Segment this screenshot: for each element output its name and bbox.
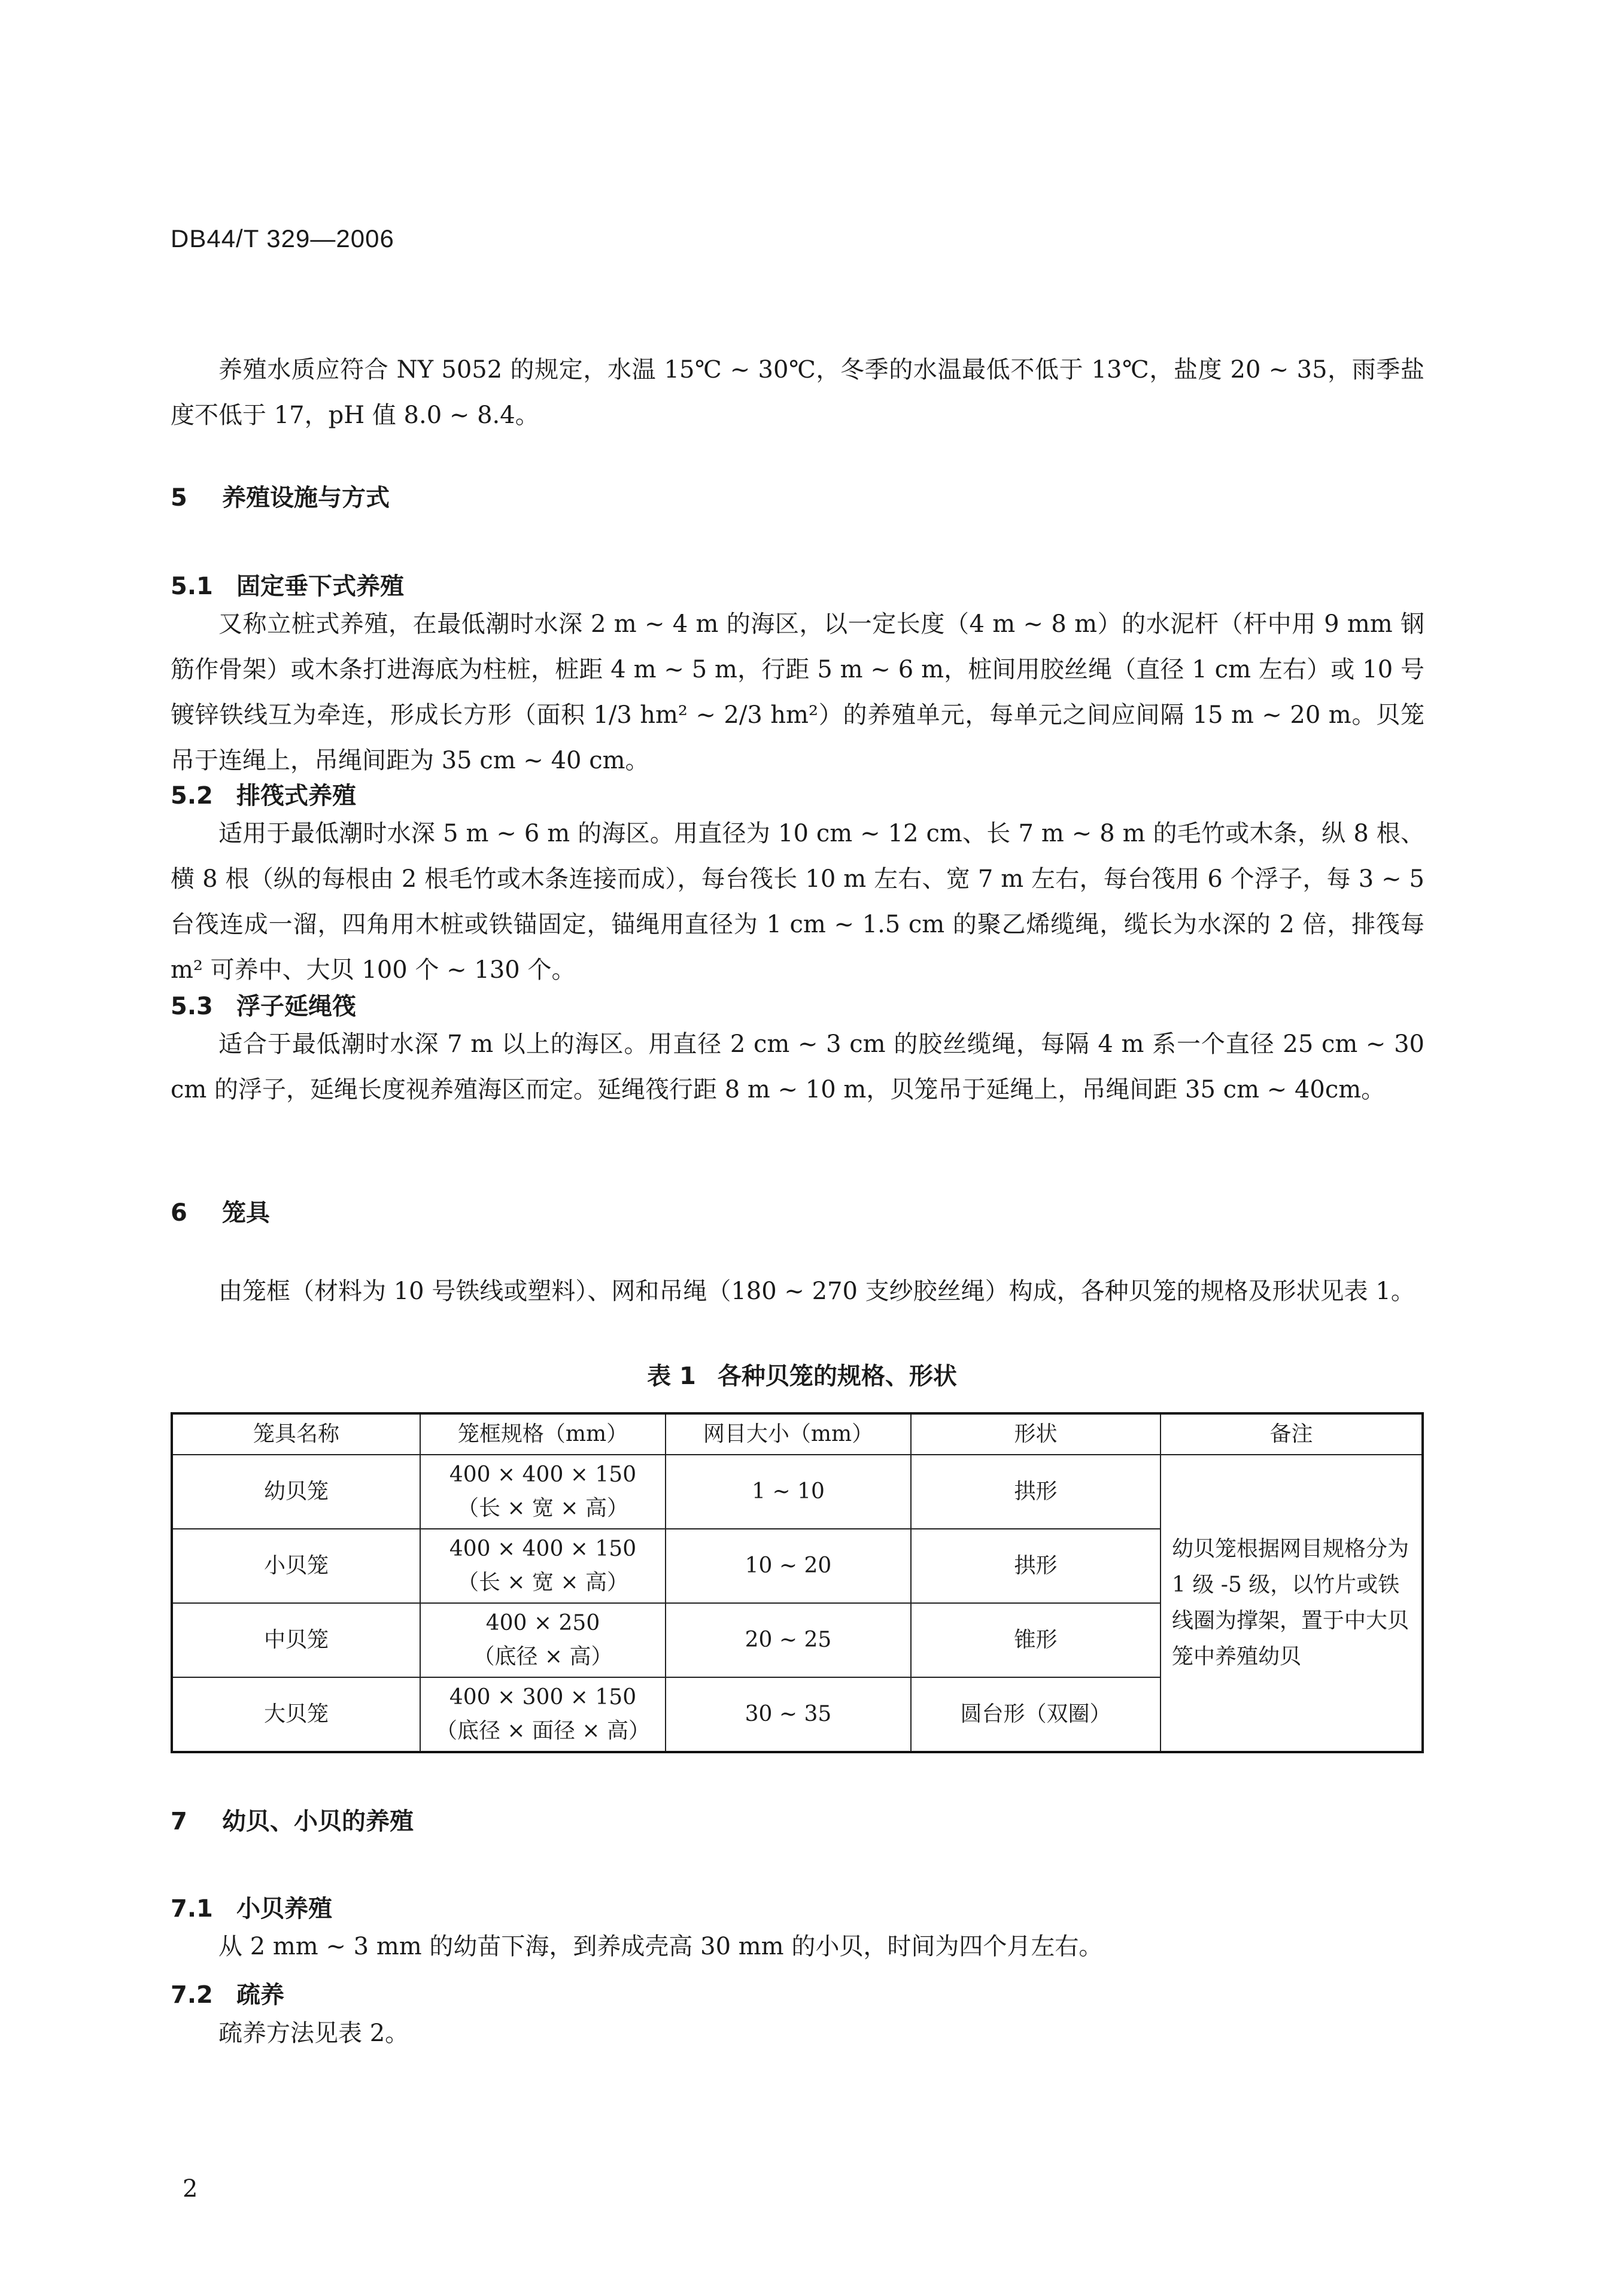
section-7-2-heading [171,1976,284,2010]
section-number: 7 [171,1808,187,1835]
section-number: 7.2 [171,1981,213,2009]
table-1-caption [0,1357,1604,1391]
section-6-text: 由笼框（材料为 10 号铁线或塑料）、网和吊绳（180 ~ 270 支纱胶丝绳）构成，各种贝笼的规格及形状见表 1。 [218,1278,1415,1305]
section-7-heading [171,1802,414,1836]
water-quality-paragraph: 养殖水质应符合 NY 5052 的规定，水温 15℃ ~ 30℃，冬季的水温最低不低于 13℃，盐度 20 ~ 35，雨季盐度不低于 17，pH 值 8.0 ~ 8.4。 [171,356,1424,429]
section-7-2-text: 疏养方法见表 2。 [218,2020,409,2047]
header-remarks: 备注 [1161,1413,1423,1455]
cell-shape: 拱形 [911,1455,1161,1529]
cell-cage-name: 中贝笼 [172,1603,420,1677]
spec-dimension-legend: （底径 × 高） [473,1644,613,1669]
spec-dimensions: 400 × 300 × 150 [449,1685,637,1710]
document-id-header: DB44/T 329—2006 [171,224,394,253]
section-title: 幼贝、小贝的养殖 [222,1808,414,1835]
spec-dimensions: 400 × 250 [485,1611,600,1635]
section-5-2-heading [171,777,356,811]
section-title: 养殖设施与方式 [222,484,390,512]
spec-dimension-legend: （底径 × 面径 × 高） [435,1719,651,1743]
section-5-1-text: 又称立桩式养殖，在最低潮时水深 2 m ~ 4 m 的海区，以一定长度（4 m ~ 8 m）的水泥杆（杆中用 9 mm 钢筋作骨架）或木条打进海底为柱桩，桩距 4 m ~ 5 m，行距 5 m ~ 6 m，桩间用胶丝绳（直径 1 cm 左右）或 10 号镀锌铁线互为牵连，形成长方形（面积 1/3 hm² ~ 2/3 hm²）的养殖单元，每单元之间应间隔 15 m ~ 20 m。贝笼吊于连绳上，吊绳间距为 35 cm ~ 40 cm。 [171,610,1424,774]
table-title: 各种贝笼的规格、形状 [717,1363,957,1390]
section-title: 笼具 [222,1199,270,1227]
cell-mesh-size: 10 ~ 20 [666,1529,911,1603]
cell-cage-name: 幼贝笼 [172,1455,420,1529]
section-title: 排筏式养殖 [236,782,356,810]
spec-dimensions: 400 × 400 × 150 [449,1537,637,1561]
spec-dimension-legend: （长 × 宽 × 高） [457,1496,629,1520]
header-cage-name: 笼具名称 [172,1413,420,1455]
cell-shape: 圆台形（双圈） [911,1677,1161,1752]
table-header-row [172,1413,1423,1455]
header-shape: 形状 [911,1413,1161,1455]
section-title: 小贝养殖 [236,1895,332,1923]
section-5-1-heading [171,567,404,601]
section-number: 6 [171,1199,187,1227]
section-number: 5 [171,484,187,512]
cell-frame-spec [420,1455,666,1529]
section-number: 5.2 [171,782,213,810]
section-title: 固定垂下式养殖 [236,573,404,600]
page-number: 2 [183,2175,198,2203]
section-number: 5.1 [171,573,213,600]
cell-frame-spec [420,1529,666,1603]
cell-mesh-size: 20 ~ 25 [666,1603,911,1677]
cell-cage-name: 小贝笼 [172,1529,420,1603]
section-number: 5.3 [171,993,213,1020]
section-5-heading [171,479,390,513]
cell-frame-spec [420,1603,666,1677]
section-7-1-text: 从 2 mm ~ 3 mm 的幼苗下海，到养成壳高 30 mm 的小贝，时间为四个月左右。 [218,1933,1103,1960]
section-title: 疏养 [236,1981,284,2009]
section-title: 浮子延绳筏 [236,993,356,1020]
cell-mesh-size: 1 ~ 10 [666,1455,911,1529]
section-7-1-heading [171,1890,332,1924]
table-number: 表 1 [647,1363,696,1390]
spec-dimension-legend: （长 × 宽 × 高） [457,1570,629,1595]
header-frame-spec: 笼框规格（mm） [420,1413,666,1455]
cell-shape: 拱形 [911,1529,1161,1603]
cell-remarks: 幼贝笼根据网目规格分为 1 级 -5 级，以竹片或铁线圈为撑架，置于中大贝笼中养殖幼贝 [1161,1455,1423,1752]
spec-dimensions: 400 × 400 × 150 [449,1462,637,1487]
section-5-3-heading [171,987,356,1021]
cell-mesh-size: 30 ~ 35 [666,1677,911,1752]
cell-frame-spec [420,1677,666,1752]
section-5-2-text: 适用于最低潮时水深 5 m ~ 6 m 的海区。用直径为 10 cm ~ 12 cm、长 7 m ~ 8 m 的毛竹或木条，纵 8 根、横 8 根（纵的每根由 2 根毛竹或木条连接而成），每台筏长 10 m 左右、宽 7 m 左右，每台筏用 6 个浮子，每 3 ~ 5 台筏连成一溜，四角用木桩或铁锚固定，锚绳用直径为 1 cm ~ 1.5 cm 的聚乙烯缆绳，缆长为水深的 2 倍，排筏每 m² 可养中、大贝 100 个 ~ 130 个。 [171,820,1424,984]
section-5-3-text: 适合于最低潮时水深 7 m 以上的海区。用直径 2 cm ~ 3 cm 的胶丝缆绳，每隔 4 m 系一个直径 25 cm ~ 30 cm 的浮子，延绳长度视养殖海区而定。延绳筏行距 8 m ~ 10 m，贝笼吊于延绳上，吊绳间距 35 cm ~ 40cm。 [171,1030,1424,1103]
header-mesh-size: 网目大小（mm） [666,1413,911,1455]
section-number: 7.1 [171,1895,213,1923]
cell-shape: 锥形 [911,1603,1161,1677]
cell-cage-name: 大贝笼 [172,1677,420,1752]
table-row [172,1455,1423,1529]
section-6-heading [171,1194,270,1228]
cage-spec-table [171,1412,1424,1753]
